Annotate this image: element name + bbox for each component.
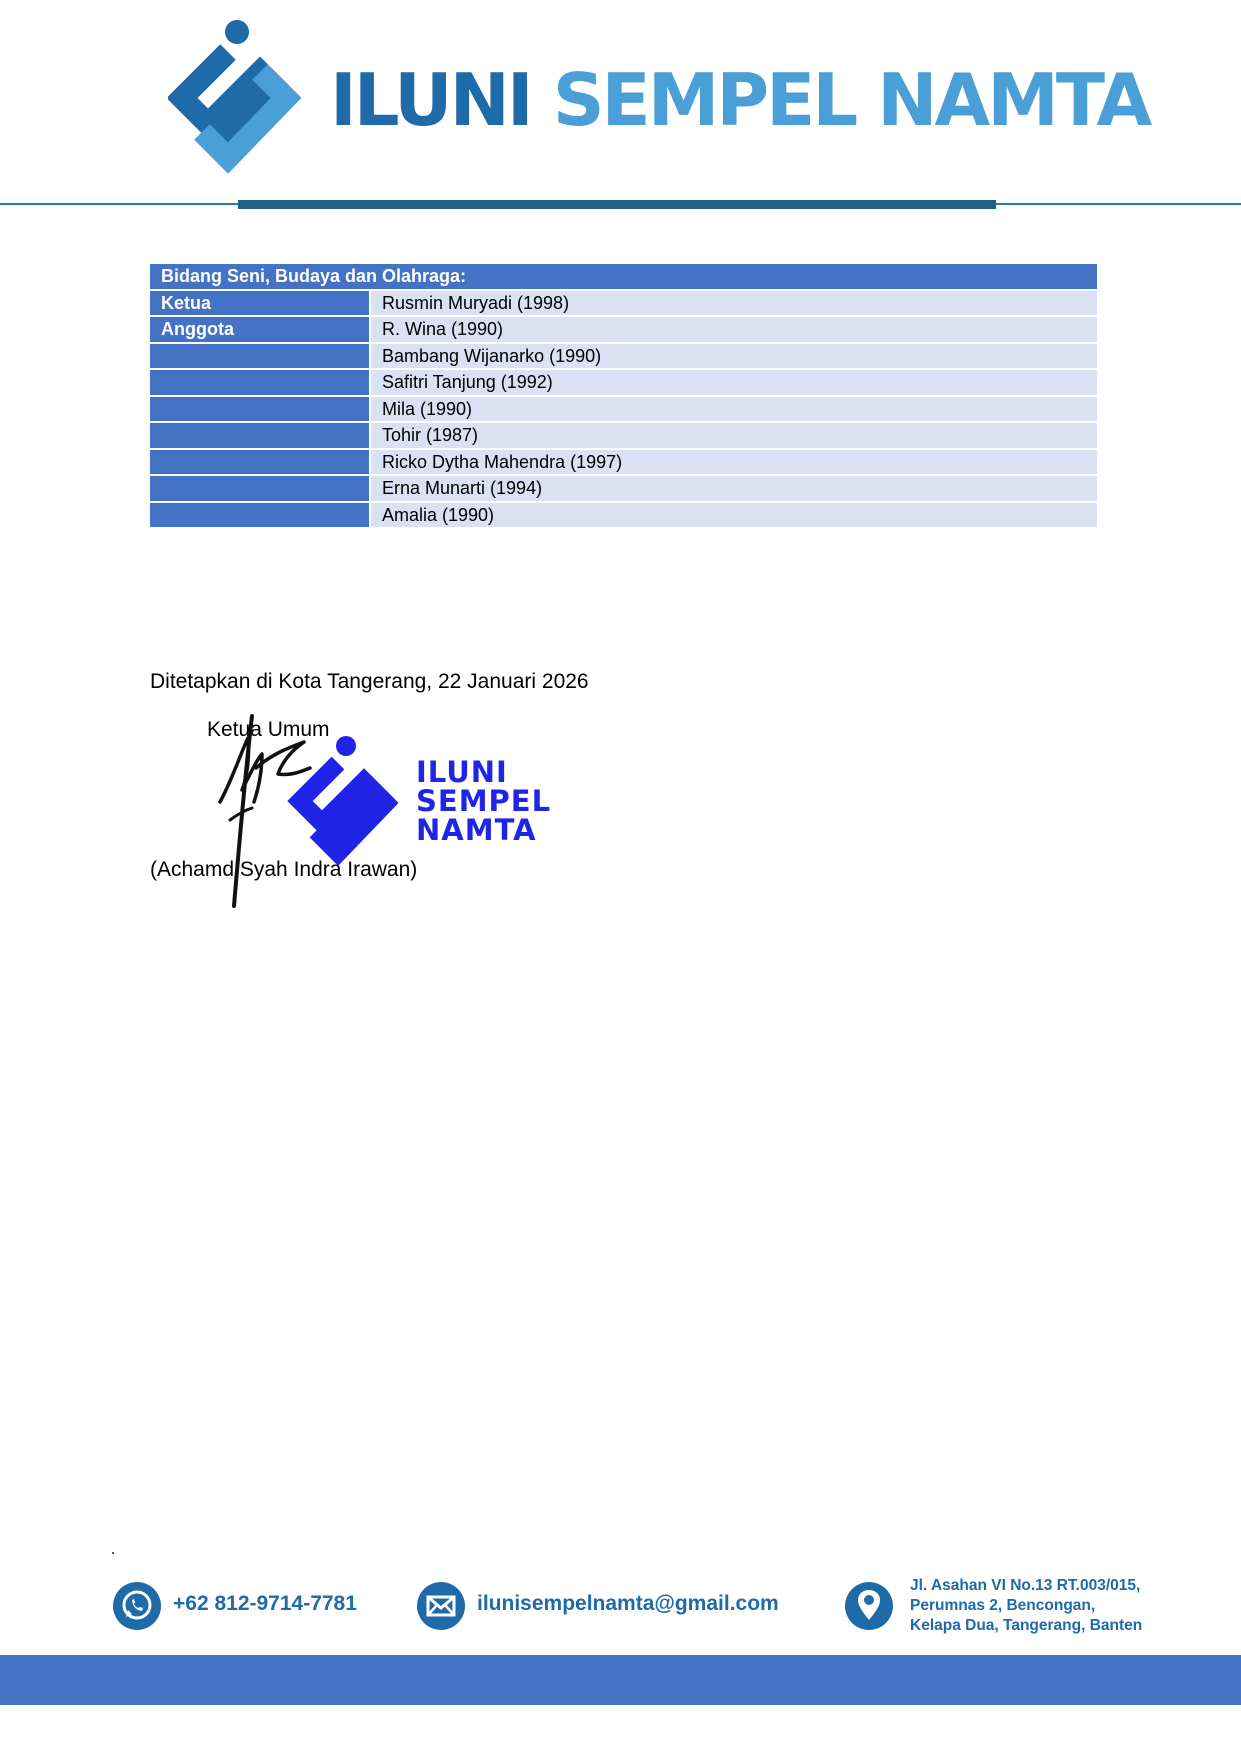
header-bar: [238, 200, 996, 209]
stamp-text: [416, 755, 552, 847]
table-row: [150, 290, 1097, 317]
member-name-cell: R. Wina (1990): [370, 316, 1097, 343]
letterhead: [0, 0, 1241, 215]
table-row: [150, 422, 1097, 449]
envelope-icon: [415, 1580, 467, 1632]
member-name-cell: Bambang Wijanarko (1990): [370, 343, 1097, 370]
role-cell: [150, 475, 370, 502]
table-heading: Bidang Seni, Budaya dan Olahraga:: [150, 264, 1097, 290]
organization-title: [330, 52, 1149, 148]
role-cell: [150, 369, 370, 396]
email-address[interactable]: ilunisempelnamta@gmail.com: [477, 1592, 779, 1615]
iluni-logo-icon: [168, 18, 308, 183]
role-cell: [150, 422, 370, 449]
table-header-row: [150, 264, 1097, 290]
role-cell: Anggota: [150, 316, 370, 343]
committee-table: [150, 264, 1097, 529]
title-part-1: ILUNI: [330, 58, 531, 142]
role-cell: [150, 502, 370, 529]
table-row: [150, 369, 1097, 396]
table-row: [150, 449, 1097, 476]
location-pin-icon: [843, 1580, 895, 1632]
member-name-cell: Ricko Dytha Mahendra (1997): [370, 449, 1097, 476]
role-cell: Ketua: [150, 290, 370, 317]
footer-dot: [112, 1552, 114, 1554]
address-line: Jl. Asahan VI No.13 RT.003/015,: [910, 1577, 1141, 1594]
member-name-cell: Amalia (1990): [370, 502, 1097, 529]
table-row: [150, 502, 1097, 529]
signatory-name: (Achamd Syah Indra Irawan): [150, 858, 418, 881]
whatsapp-icon: [111, 1580, 163, 1632]
signatory-role: Ketua Umum: [207, 718, 330, 741]
phone-number[interactable]: +62 812-9714-7781: [173, 1592, 357, 1615]
member-name-cell: Mila (1990): [370, 396, 1097, 423]
footer-address: [843, 1576, 1223, 1632]
member-name-cell: Safitri Tanjung (1992): [370, 369, 1097, 396]
title-part-2: SEMPEL NAMTA: [552, 58, 1150, 142]
address-line: Kelapa Dua, Tangerang, Banten: [910, 1617, 1143, 1634]
role-cell: [150, 396, 370, 423]
address-text: [910, 1576, 1142, 1636]
member-name-cell: Tohir (1987): [370, 422, 1097, 449]
stamp-line: NAMTA: [416, 813, 537, 847]
table-row: [150, 396, 1097, 423]
table-row: [150, 316, 1097, 343]
table-row: [150, 475, 1097, 502]
member-name-cell: Erna Munarti (1994): [370, 475, 1097, 502]
place-date: Ditetapkan di Kota Tangerang, 22 Januari 2026: [150, 670, 589, 693]
address-line: Perumnas 2, Bencongan,: [910, 1597, 1096, 1614]
stamp-line: SEMPEL: [416, 784, 552, 818]
stamp-line: ILUNI: [416, 755, 508, 789]
member-name-cell: Rusmin Muryadi (1998): [370, 290, 1097, 317]
footer-band: [0, 1655, 1241, 1705]
role-cell: [150, 449, 370, 476]
role-cell: [150, 343, 370, 370]
footer-phone: [111, 1580, 371, 1636]
table-row: [150, 343, 1097, 370]
footer-email: [415, 1580, 779, 1636]
